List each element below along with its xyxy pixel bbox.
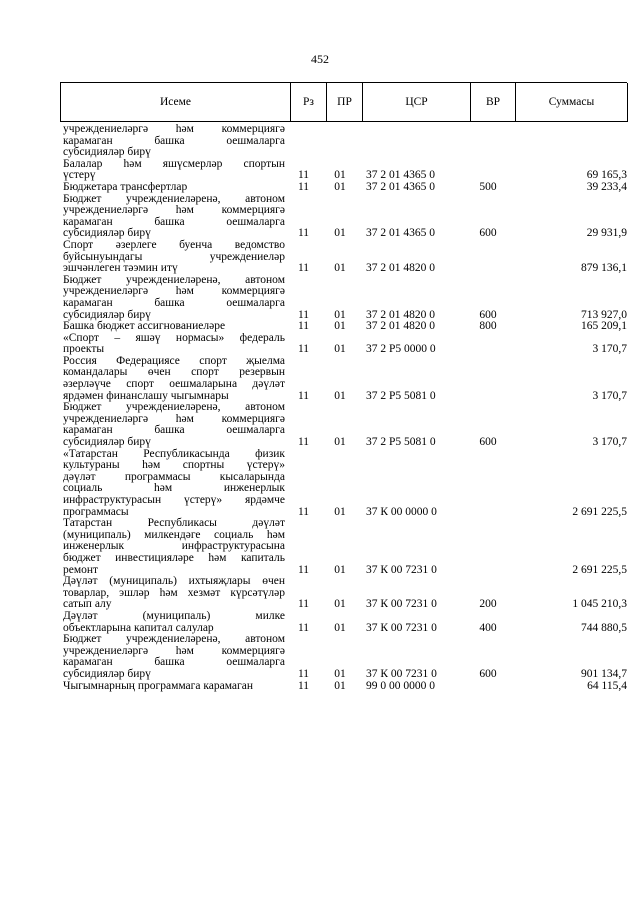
row-rz: 11	[297, 679, 310, 692]
row-name-line: субсидияләр бирү	[63, 667, 151, 680]
table-row	[63, 611, 627, 634]
row-name-line: социаль һәм инженерлык	[63, 482, 285, 495]
column-header-sum: Суммасы	[516, 83, 628, 122]
table-row	[63, 634, 627, 680]
row-name-line: ремонт	[63, 563, 99, 576]
row-name	[63, 356, 285, 402]
row-name-line: субсидияләр бирү	[63, 146, 151, 159]
row-name-line: бюджет инвестицияләре һәм капиталь	[63, 551, 285, 564]
budget-table-body	[63, 124, 627, 692]
row-name-line: объектларына капитал салулар	[63, 621, 214, 634]
row-name-line: сатып алу	[63, 598, 112, 611]
row-name-line: карамаган башка оешмаларга	[63, 134, 285, 147]
row-name	[63, 402, 285, 448]
row-name-line: Бюджет учреждениеләренә, автоном	[63, 192, 285, 205]
row-name-line: проекты	[63, 343, 105, 356]
row-csr: 37 2 P5 5081 0	[366, 436, 436, 449]
row-name-line: Спорт әзерлеге буенча ведомство	[63, 238, 285, 251]
table-row	[63, 321, 627, 333]
row-csr: 37 2 01 4365 0	[366, 227, 435, 240]
row-sum: 3 170,7	[592, 436, 627, 449]
row-pr: 01	[334, 679, 346, 692]
column-header-pr: ПР	[327, 83, 363, 122]
row-csr: 37 2 01 4365 0	[366, 169, 435, 182]
row-csr: 37 К 00 0000 0	[366, 505, 437, 518]
row-rz: 11	[297, 227, 310, 240]
row-name-line: учреждениеләргә һәм коммерциягә	[63, 412, 285, 425]
row-name-line: учреждениеләргә һәм коммерциягә	[63, 285, 285, 298]
row-name-line: эшчәнлеген тәэмин итү	[63, 262, 178, 275]
row-name	[63, 449, 285, 519]
row-name-line: Бюджет учреждениеләренә, автоном	[63, 633, 285, 646]
row-rz: 11	[297, 308, 310, 321]
row-pr: 01	[334, 436, 346, 449]
table-row	[63, 124, 627, 159]
row-pr: 01	[334, 621, 346, 634]
table-row	[63, 240, 627, 275]
row-name-line: карамаган башка оешмаларга	[63, 656, 285, 669]
row-sum: 901 134,7	[581, 667, 627, 680]
row-vr: 200	[479, 598, 497, 611]
row-rz: 11	[297, 505, 310, 518]
row-pr: 01	[334, 308, 346, 321]
row-rz: 11	[297, 598, 310, 611]
row-sum: 39 233,4	[586, 180, 627, 193]
row-pr: 01	[334, 227, 346, 240]
row-name-line: әзерләүче спорт оешмаларына дәүләт	[63, 378, 285, 391]
row-pr: 01	[334, 320, 346, 333]
row-name-line: Россия Федерациясе спорт җыелма	[63, 354, 285, 367]
row-csr: 99 0 00 0000 0	[366, 679, 435, 692]
row-name	[63, 518, 285, 576]
row-vr: 600	[479, 308, 497, 321]
row-csr: 37 К 00 7231 0	[366, 563, 437, 576]
row-name	[63, 576, 285, 611]
row-name	[63, 333, 285, 356]
row-name	[63, 240, 285, 275]
row-name	[63, 124, 285, 159]
table-row	[63, 194, 627, 240]
row-vr: 600	[479, 436, 497, 449]
column-header-vr: ВР	[471, 83, 516, 122]
row-name-line: товарлар, эшләр һәм хезмәт күрсәтүләр	[63, 586, 285, 599]
table-row	[63, 402, 627, 448]
table-row	[63, 356, 627, 402]
row-name-line: дәүләт программасы кысаларында	[63, 470, 285, 483]
row-pr: 01	[334, 262, 346, 275]
row-pr: 01	[334, 598, 346, 611]
row-name-line: командалары өчен спорт резервын	[63, 366, 285, 379]
row-pr: 01	[334, 180, 346, 193]
row-name-line: карамаган башка оешмаларга	[63, 424, 285, 437]
row-name-line: буйсынуындагы учреждениеләр	[63, 250, 285, 263]
row-sum: 2 691 225,5	[572, 563, 627, 576]
table-row	[63, 681, 627, 693]
row-name	[63, 182, 285, 194]
row-name	[63, 611, 285, 634]
row-name-line: Дәүләт (муниципаль) милке	[63, 609, 285, 622]
row-sum: 713 927,0	[581, 308, 627, 321]
row-name-line: Дәүләт (муниципаль) ихтыяҗлары өчен	[63, 575, 285, 588]
row-rz: 11	[297, 621, 310, 634]
row-sum: 3 170,7	[592, 343, 627, 356]
row-name-line: Бюджет учреждениеләренә, автоном	[63, 401, 285, 414]
row-name-line: Бюджет учреждениеләренә, автоном	[63, 273, 285, 286]
table-row	[63, 159, 627, 182]
row-name-line: Татарстан Республикасы дәүләт	[63, 517, 285, 530]
row-vr: 500	[479, 180, 497, 193]
row-name-line: инфраструктурасын үстерү» ярдәмче	[63, 494, 285, 506]
row-name	[63, 275, 285, 321]
row-vr: 400	[479, 621, 497, 634]
page-number: 452	[311, 52, 329, 66]
row-sum: 1 045 210,3	[572, 598, 627, 611]
row-name-line: программасы	[63, 505, 129, 518]
row-name-line: «Татарстан Республикасында физик	[63, 447, 285, 460]
row-vr: 800	[479, 320, 497, 333]
row-rz: 11	[297, 667, 310, 680]
table-row	[63, 333, 627, 356]
row-rz: 11	[297, 169, 310, 182]
row-sum: 64 115,4	[587, 679, 627, 692]
row-pr: 01	[334, 389, 346, 402]
row-name-line: «Спорт – яшәү нормасы» федераль	[63, 331, 285, 344]
row-name-line: инженерлык инфраструктурасына	[63, 540, 285, 553]
row-rz: 11	[297, 343, 310, 356]
row-pr: 01	[334, 667, 346, 680]
row-rz: 11	[297, 436, 310, 449]
row-name-line: Бюджетара трансфертлар	[63, 180, 188, 193]
row-name-line: карамаган башка оешмаларга	[63, 296, 285, 309]
row-name-line: учреждениеләргә һәм коммерциягә	[63, 204, 285, 217]
row-name	[63, 194, 285, 240]
row-sum: 2 691 225,5	[572, 505, 627, 518]
row-csr: 37 К 00 7231 0	[366, 598, 437, 611]
table-row	[63, 182, 627, 194]
row-name	[63, 321, 285, 333]
row-sum: 165 209,1	[581, 320, 627, 333]
table-row	[63, 576, 627, 611]
row-name-line: Балалар һәм яшүсмерләр спортын	[63, 157, 285, 170]
row-name	[63, 681, 285, 693]
row-name	[63, 634, 285, 680]
column-header-csr: ЦСР	[363, 83, 471, 122]
row-rz: 11	[297, 262, 310, 275]
row-name	[63, 159, 285, 182]
row-csr: 37 2 01 4820 0	[366, 262, 435, 275]
row-name-line: субсидияләр бирү	[63, 436, 151, 449]
table-row	[63, 275, 627, 321]
row-name-line: (муниципаль) милкендәге социаль һәм	[63, 528, 285, 541]
row-name-line: учреждениеләргә һәм коммерциягә	[63, 644, 285, 657]
row-csr: 37 2 01 4820 0	[366, 308, 435, 321]
row-rz: 11	[297, 320, 310, 333]
row-pr: 01	[334, 563, 346, 576]
row-name-line: Башка бюджет ассигнованиеләре	[63, 320, 226, 333]
row-name-line: Чыгымнарның программага карамаган	[63, 679, 253, 692]
row-sum: 879 136,1	[581, 262, 627, 275]
row-vr: 600	[479, 227, 497, 240]
row-rz: 11	[297, 389, 310, 402]
row-csr: 37 2 P5 5081 0	[366, 389, 436, 402]
row-sum: 3 170,7	[592, 389, 627, 402]
column-header-rz: Рз	[291, 83, 327, 122]
row-pr: 01	[334, 343, 346, 356]
row-vr: 600	[479, 667, 497, 680]
table-row	[63, 449, 627, 519]
row-csr: 37 2 01 4820 0	[366, 320, 435, 333]
row-csr: 37 К 00 7231 0	[366, 667, 437, 680]
row-name-line: карамаган башка оешмаларга	[63, 215, 285, 228]
column-header-name: Исеме	[61, 83, 291, 122]
row-name-line: субсидияләр бирү	[63, 227, 151, 240]
row-name-line: үстерү	[63, 169, 96, 182]
row-pr: 01	[334, 505, 346, 518]
row-name-line: культураны һәм спортны үстерү»	[63, 459, 285, 472]
row-rz: 11	[297, 563, 310, 576]
row-name-line: ярдәмен финанслашу чыгымнары	[63, 389, 229, 402]
row-name-line: субсидияләр бирү	[63, 308, 151, 321]
row-sum: 744 880,5	[581, 621, 627, 634]
row-rz: 11	[297, 180, 310, 193]
row-csr: 37 2 P5 0000 0	[366, 343, 436, 356]
row-sum: 29 931,9	[586, 227, 627, 240]
row-csr: 37 К 00 7231 0	[366, 621, 437, 634]
row-csr: 37 2 01 4365 0	[366, 180, 435, 193]
row-name-line: учреждениеләргә һәм коммерциягә	[63, 123, 285, 135]
row-pr: 01	[334, 169, 346, 182]
table-row	[63, 518, 627, 576]
row-sum: 69 165,3	[586, 169, 627, 182]
table-header	[60, 82, 627, 122]
